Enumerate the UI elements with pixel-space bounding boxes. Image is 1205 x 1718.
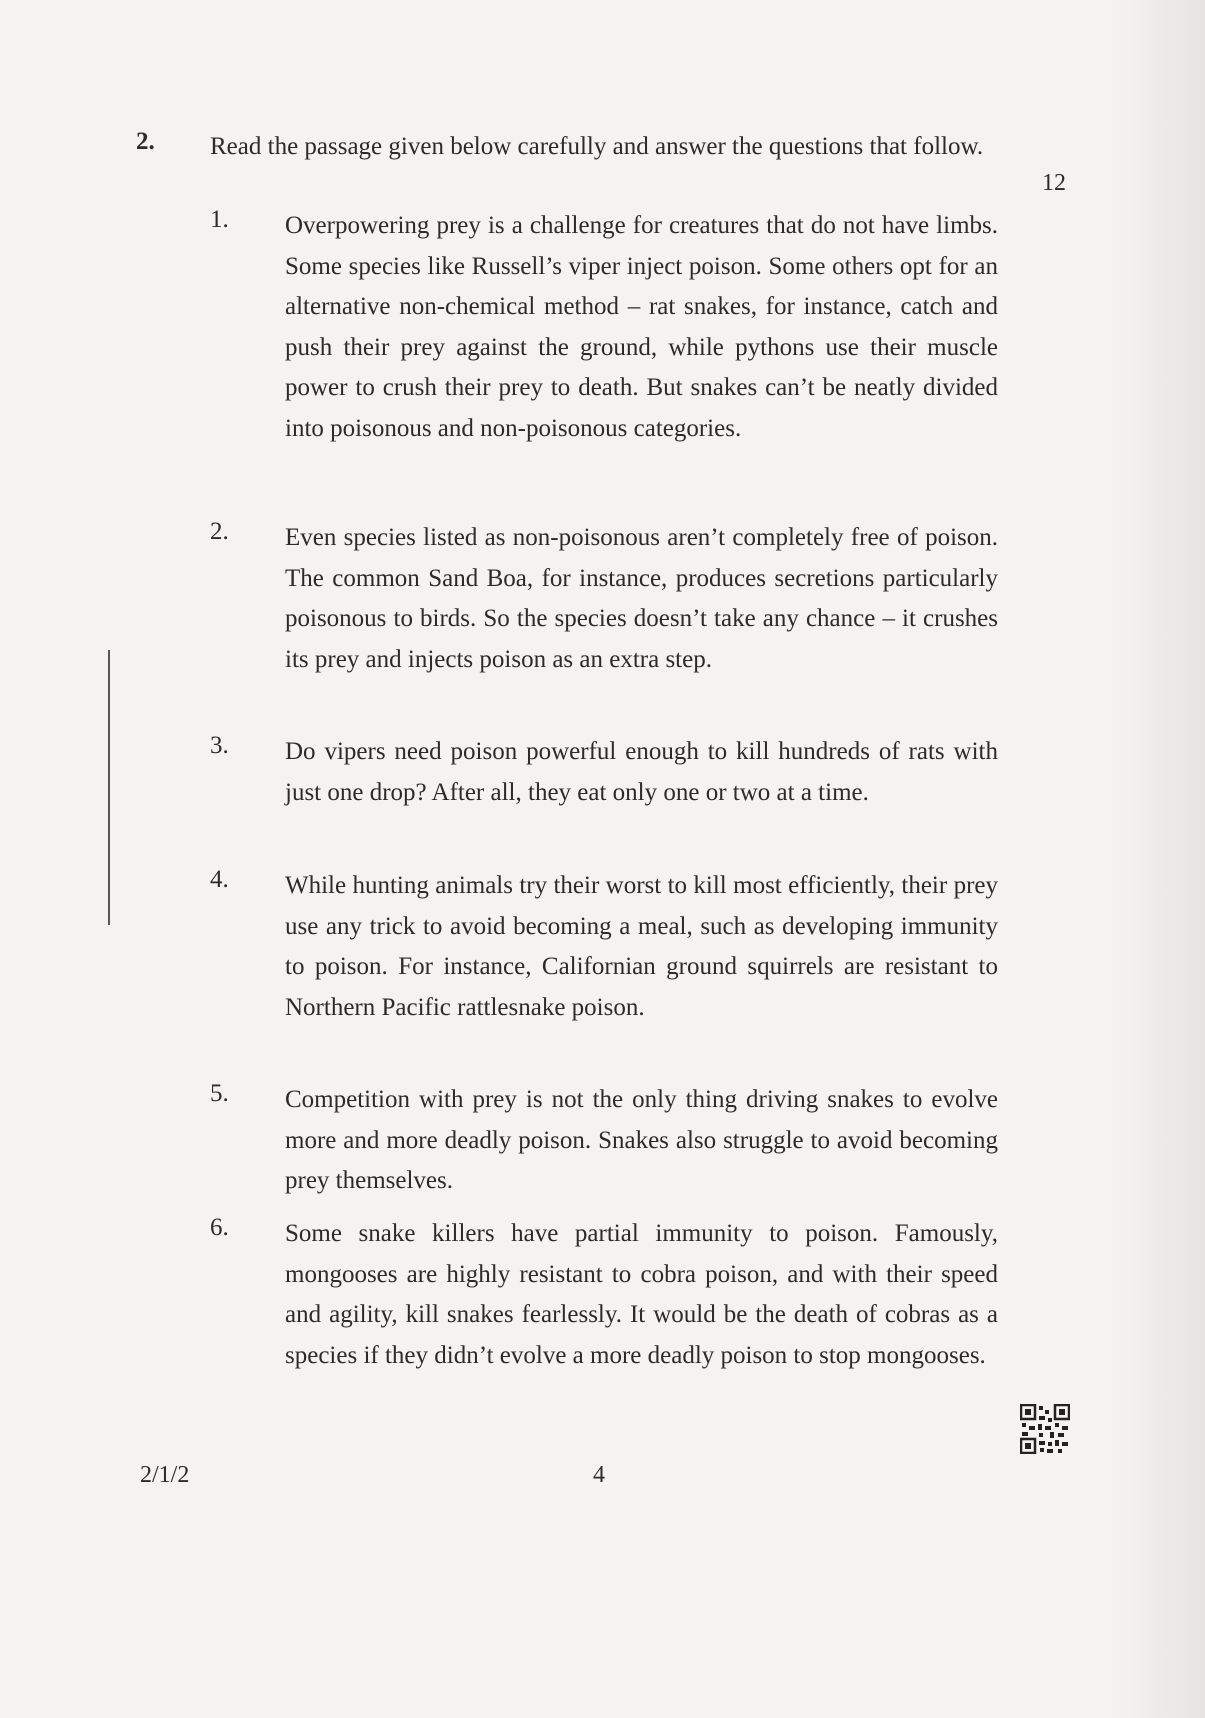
passage-paragraph-2	[210, 518, 998, 680]
paragraph-text: Overpowering prey is a challenge for creatures that do not have limbs. Some species like Russell’s viper inject poison. Some others opt for an alternative non-chemical method – rat snakes, for instance, catch and push their prey against the ground, while pythons use their muscle power to crush their prey to death. But snakes can’t be neatly divided into poisonous and non-poisonous categories.	[285, 212, 998, 442]
paragraph-text: Some snake killers have partial immunity to poison. Famously, mongooses are highly resistant to cobra poison, and with their speed and agility, kill snakes fearlessly. It would be the death of cobras as a species if they didn’t evolve a more deadly poison to stop mongooses.	[285, 1220, 998, 1369]
paragraph-number: 3.	[210, 732, 229, 759]
question-number: 2.	[136, 128, 155, 155]
paragraph-number: 4.	[210, 866, 229, 893]
paragraph-number: 6.	[210, 1214, 229, 1241]
passage-paragraph-5	[210, 1080, 998, 1202]
paragraph-text: Do vipers need poison powerful enough to kill hundreds of rats with just one drop? After all, they eat only one or two at a time.	[285, 738, 998, 806]
passage-paragraph-3	[210, 732, 998, 813]
margin-line	[108, 650, 110, 925]
passage-paragraph-6	[210, 1214, 998, 1376]
qr-code-icon	[1020, 1404, 1070, 1454]
question-instruction: Read the passage given below carefully and answer the questions that follow.	[210, 133, 984, 160]
page-number: 4	[593, 1462, 605, 1488]
paragraph-number: 1.	[210, 206, 229, 233]
question-marks: 12	[1042, 170, 1066, 196]
paragraph-text: Competition with prey is not the only thing driving snakes to evolve more and more deadly poison. Snakes also struggle to avoid becoming prey themselves.	[285, 1086, 998, 1194]
paragraph-number: 2.	[210, 518, 229, 545]
passage-paragraph-1	[210, 206, 998, 449]
paper-code: 2/1/2	[140, 1462, 190, 1488]
paragraph-text: Even species listed as non-poisonous aren’t completely free of poison. The common Sand Boa, for instance, produces secretions particularly poisonous to birds. So the species doesn’t take any chance – it crushes its prey and injects poison as an extra step.	[285, 524, 998, 673]
paragraph-number: 5.	[210, 1080, 229, 1107]
page-edge-shadow	[1115, 0, 1205, 1718]
passage-paragraph-4	[210, 866, 998, 1028]
paragraph-text: While hunting animals try their worst to kill most efficiently, their prey use any trick to avoid becoming a meal, such as developing immunity to poison. For instance, Californian ground squirrels are resistant to Northern Pacific rattlesnake poison.	[285, 872, 998, 1021]
